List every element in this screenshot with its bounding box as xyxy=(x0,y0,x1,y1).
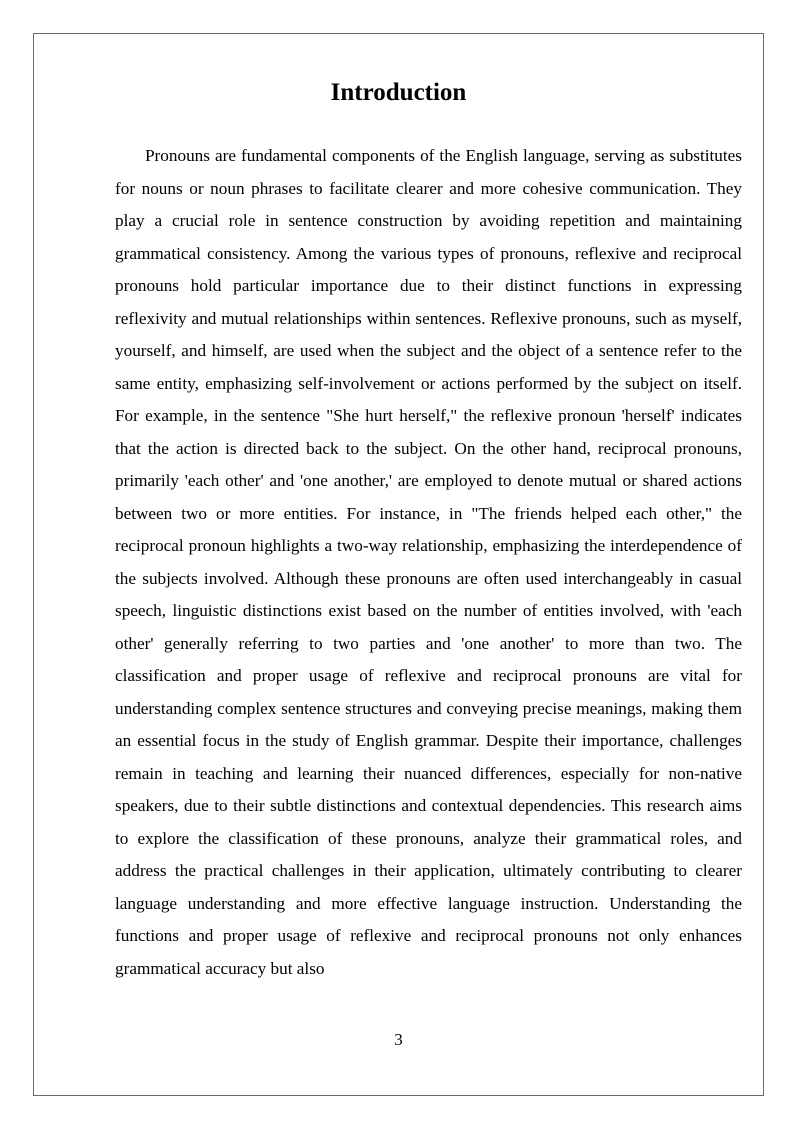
page-title: Introduction xyxy=(330,79,467,106)
body-paragraph: Pronouns are fundamental components of the English language, serving as substitutes for nouns or noun phrases to facilitate clearer and more cohesive communication. They play a crucial role in sentence construction by avoiding repetition and maintaining grammatical consistency. Among the various types of pronouns, reflexive and reciprocal pronouns hold particular importance due to their distinct functions in expressing reflexivity and mutual relationships within sentences. Reflexive pronouns, such as myself, yourself, and himself, are used when the subject and the object of a sentence refer to the same entity, emphasizing self-involvement or actions performed by the subject on itself. For example, in the sentence "She hurt herself," the reflexive pronoun 'herself' indicates that the action is directed back to the subject. On the other hand, reciprocal pronouns, primarily 'each other' and 'one another,' are employed to denote mutual or shared actions between two or more entities. For instance, in "The friends helped each other," the reciprocal pronoun highlights a two-way relationship, emphasizing the interdependence of the subjects involved. Although these pronouns are often used interchangeably in casual speech, linguistic distinctions exist based on the number of entities involved, with 'each other' generally referring to two parties and 'one another' to more than two. The classification and proper usage of reflexive and reciprocal pronouns are vital for understanding complex sentence structures and conveying precise meanings, making them an essential focus in the study of English grammar. Despite their importance, challenges remain in teaching and learning their nuanced differences, especially for non-native speakers, due to their subtle distinctions and contextual dependencies. This research aims to explore the classification of these pronouns, analyze their grammatical roles, and address the practical challenges in their application, ultimately contributing to clearer language understanding and more effective language instruction. Understanding the functions and proper usage of reflexive and reciprocal pronouns not only enhances grammatical accuracy but also xyxy=(115,146,742,978)
page-number: 3 xyxy=(394,1030,403,1049)
